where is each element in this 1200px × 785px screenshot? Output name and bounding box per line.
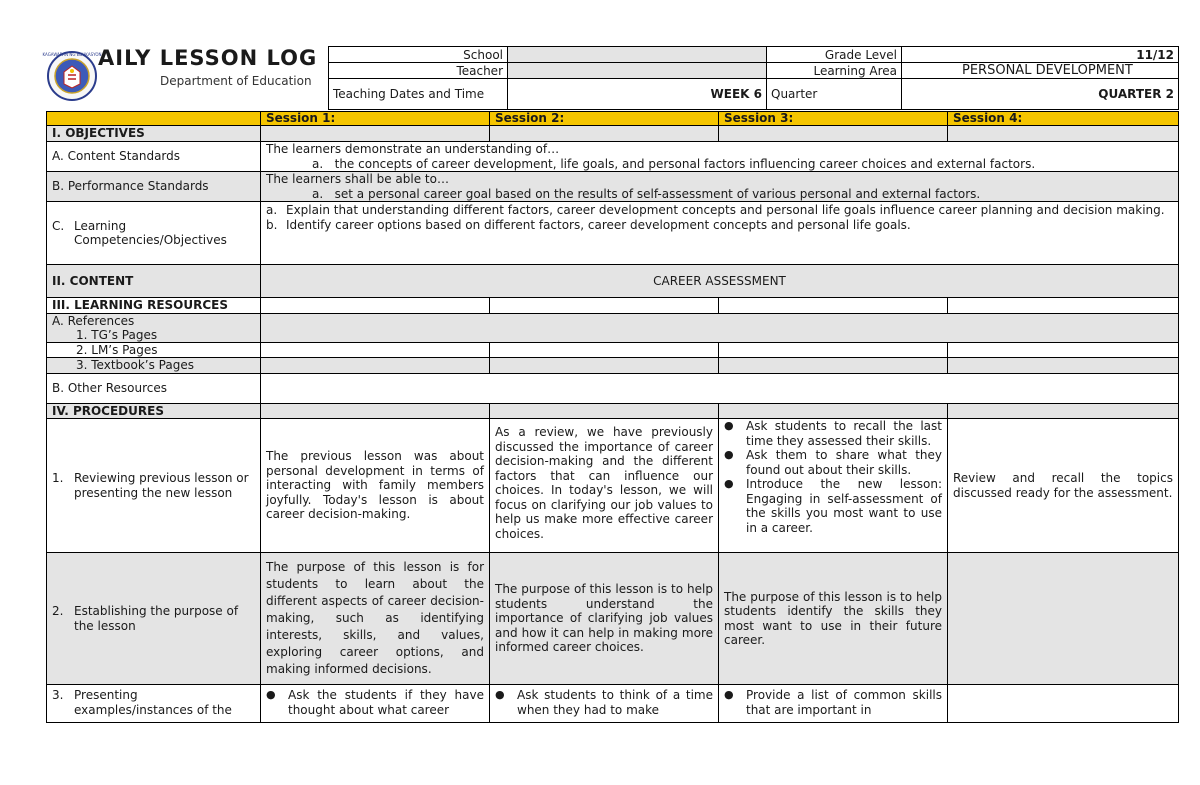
content-value: CAREER ASSESSMENT <box>261 265 1179 298</box>
empty-cell <box>719 342 948 358</box>
list-item <box>724 448 942 477</box>
procedure-2-label-cell <box>47 553 261 685</box>
teaching-dates-field[interactable]: WEEK 6 <box>508 79 767 110</box>
performance-standards-row <box>47 172 1179 202</box>
procedure-1-session-3-list <box>724 419 942 535</box>
lm-pages-row <box>47 342 1179 358</box>
procedure-3-session-3 <box>719 685 948 723</box>
procedure-1-session-2: As a review, we have previously discussed the importance of career decision-making and the different factors that can influence our choices. In today's lesson, we will focus on clarifying our job values to help us make more effective career choices. <box>490 419 719 553</box>
session-1-header: Session 1: <box>261 112 490 126</box>
list-item-text: Introduce the new lesson: Engaging in self-assessment of the skills you most want to use in a career. <box>746 477 942 535</box>
deped-seal-icon <box>42 46 102 106</box>
teacher-field[interactable] <box>508 63 767 79</box>
grade-level-field[interactable]: 11/12 <box>902 47 1179 63</box>
item-text: Identify career options based on different factors, career development concepts and personal life goals. <box>286 217 911 232</box>
competencies-cell <box>261 202 1179 265</box>
list-item-text: Ask them to share what they found out about their skills. <box>746 448 942 477</box>
learning-area-label: Learning Area <box>767 63 902 79</box>
empty-cell <box>490 358 719 374</box>
session-4-header: Session 4: <box>948 112 1179 126</box>
item-marker: a. <box>266 203 278 217</box>
lesson-log-sheet <box>42 46 1178 717</box>
session-3-header: Session 3: <box>719 112 948 126</box>
session-corner <box>47 112 261 126</box>
procedure-2-session-3: The purpose of this lesson is to help students identify the skills they most want to use in their future career. <box>719 553 948 685</box>
textbook-pages-row <box>47 358 1179 374</box>
performance-standards-label: B. Performance Standards <box>47 172 261 202</box>
other-resources-row <box>47 373 1179 403</box>
procedure-3-session-1 <box>261 685 490 723</box>
procedure-3-marker: 3. <box>52 688 64 702</box>
references-label: A. References <box>52 313 135 328</box>
item-marker: a. <box>312 186 324 201</box>
competencies-label-cell <box>47 202 261 265</box>
competency-item <box>266 218 1173 233</box>
lesson-log-table <box>46 111 1179 723</box>
list-item <box>724 688 942 717</box>
bullet-icon: ● <box>724 477 734 490</box>
list-item-text: Ask the students if they have thought about what career <box>288 688 484 717</box>
bullet-icon: ● <box>724 419 734 432</box>
procedure-1-session-4: Review and recall the topics discussed ready for the assessment. <box>948 419 1179 553</box>
procedure-1-label: Reviewing previous lesson or presenting the new lesson <box>74 471 249 500</box>
other-resources-label: B. Other Resources <box>47 373 261 403</box>
seal-text: KAGAWARAN NG EDUKASYON <box>42 52 102 57</box>
lm-pages-label: 2. LM’s Pages <box>76 342 158 357</box>
document-title: AILY LESSON LOG <box>98 46 318 70</box>
list-item <box>266 688 484 717</box>
item-text: the concepts of career development, life goals, and personal factors influencing career choices and external factors. <box>334 156 1036 171</box>
school-field[interactable] <box>508 47 767 63</box>
content-heading: II. CONTENT <box>47 265 261 298</box>
item-text: set a personal career goal based on the results of self-assessment of various personal and external factors. <box>334 186 981 201</box>
procedure-1-session-3 <box>719 419 948 553</box>
teacher-label: Teacher <box>329 63 508 79</box>
procedure-row-2 <box>47 553 1179 685</box>
empty-cell <box>261 358 490 374</box>
empty-cell <box>948 298 1179 314</box>
empty-cell <box>948 403 1179 419</box>
performance-standards-intro: The learners shall be able to… <box>266 172 449 186</box>
performance-standards-item <box>266 187 1173 202</box>
quarter-label: Quarter <box>767 79 902 110</box>
procedure-2-marker: 2. <box>52 604 64 618</box>
empty-cell <box>719 403 948 419</box>
procedure-2-session-2: The purpose of this lesson is to help students understand the importance of clarifying job values and how it can help in making more informed career choices. <box>490 553 719 685</box>
info-table <box>328 46 1179 110</box>
empty-cell <box>948 126 1179 142</box>
content-standards-label: A. Content Standards <box>47 142 261 172</box>
procedure-2-label: Establishing the purpose of the lesson <box>74 604 239 633</box>
lm-pages-label-cell <box>47 342 261 358</box>
content-row <box>47 265 1179 298</box>
empty-cell <box>719 358 948 374</box>
resources-heading: III. LEARNING RESOURCES <box>47 298 261 314</box>
empty-cell <box>261 298 490 314</box>
empty-cell <box>948 358 1179 374</box>
procedure-1-marker: 1. <box>52 471 64 485</box>
bullet-icon: ● <box>266 688 276 701</box>
list-item <box>724 419 942 448</box>
content-standards-cell <box>261 142 1179 172</box>
procedure-1-session-1: The previous lesson was about personal development in terms of interacting with family members joyfully. Today's lesson is about career decision-making. <box>261 419 490 553</box>
procedure-3-session-2 <box>490 685 719 723</box>
empty-cell <box>261 126 490 142</box>
empty-cell <box>261 342 490 358</box>
procedures-heading: IV. PROCEDURES <box>47 403 261 419</box>
procedure-row-1 <box>47 419 1179 553</box>
empty-cell <box>490 342 719 358</box>
item-marker: a. <box>312 156 324 171</box>
list-item <box>495 688 713 717</box>
empty-cell <box>490 126 719 142</box>
empty-cell <box>948 342 1179 358</box>
empty-cell <box>261 403 490 419</box>
procedure-row-3 <box>47 685 1179 723</box>
empty-cell <box>719 126 948 142</box>
competency-item <box>266 203 1173 218</box>
content-standards-intro: The learners demonstrate an understanding of… <box>266 142 560 156</box>
session-header-row <box>47 112 1179 126</box>
objectives-heading-row <box>47 126 1179 142</box>
department-name: Department of Education <box>160 74 312 88</box>
procedure-2-session-4 <box>948 553 1179 685</box>
item-marker: b. <box>266 217 278 232</box>
procedure-3-label: Presenting examples/instances of the <box>74 688 232 717</box>
procedure-1-label-cell <box>47 419 261 553</box>
competencies-label: Learning Competencies/Objectives <box>74 218 227 247</box>
list-item-text: Ask students to recall the last time they assessed their skills. <box>746 419 942 448</box>
empty-cell <box>261 313 1179 342</box>
grade-level-label: Grade Level <box>767 47 902 63</box>
teaching-dates-label: Teaching Dates and Time <box>329 79 508 110</box>
quarter-field[interactable]: QUARTER 2 <box>902 79 1179 110</box>
bullet-icon: ● <box>724 448 734 461</box>
references-label-cell <box>47 313 261 342</box>
item-text: Explain that understanding different factors, career development concepts and personal life goals influence career planning and decision making. <box>286 203 1165 217</box>
school-label: School <box>329 47 508 63</box>
competencies-marker: C. <box>52 218 65 233</box>
content-standards-row <box>47 142 1179 172</box>
procedure-3-session-4 <box>948 685 1179 723</box>
empty-cell <box>490 403 719 419</box>
list-item-text: Provide a list of common skills that are important in <box>746 688 942 717</box>
textbook-pages-label: 3. Textbook’s Pages <box>76 358 194 372</box>
procedures-heading-row <box>47 403 1179 419</box>
resources-heading-row <box>47 298 1179 314</box>
bullet-icon: ● <box>724 688 734 701</box>
performance-standards-cell <box>261 172 1179 202</box>
empty-cell <box>490 298 719 314</box>
list-item <box>724 477 942 535</box>
procedure-3-label-cell <box>47 685 261 723</box>
content-standards-item <box>266 157 1173 172</box>
empty-cell <box>719 298 948 314</box>
bullet-icon: ● <box>495 688 505 701</box>
list-item-text: Ask students to think of a time when they had to make <box>517 688 713 717</box>
references-row <box>47 313 1179 342</box>
procedure-2-session-1: The purpose of this lesson is for students to learn about the different aspects of career decision-making, such as identifying interests, skills, and values, exploring career options, and making informed decisions. <box>261 553 490 685</box>
session-2-header: Session 2: <box>490 112 719 126</box>
learning-area-field[interactable]: PERSONAL DEVELOPMENT <box>902 63 1179 79</box>
tg-pages-label: 1. TG’s Pages <box>76 327 158 342</box>
objectives-heading: I. OBJECTIVES <box>47 126 261 142</box>
competencies-row <box>47 202 1179 265</box>
textbook-pages-label-cell <box>47 358 261 374</box>
document-header <box>42 46 1178 111</box>
empty-cell <box>261 373 1179 403</box>
